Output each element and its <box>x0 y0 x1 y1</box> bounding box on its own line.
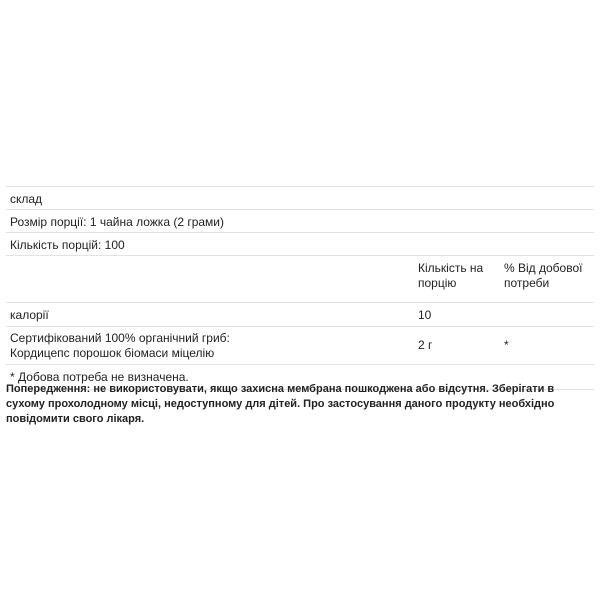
serving-size: Розмір порції: 1 чайна ложка (2 грами) <box>10 215 225 229</box>
servings-count-row <box>6 233 594 256</box>
section-title: склад <box>10 192 43 206</box>
serving-size-row <box>6 210 594 233</box>
servings-count: Кількість порцій: 100 <box>10 238 125 252</box>
ingredient-daily-value: * <box>504 338 509 352</box>
calories-label: калорії <box>10 308 49 322</box>
calories-amount: 10 <box>418 308 432 322</box>
section-title-row <box>6 187 594 210</box>
footnote: * Добова потреба не визначена. <box>10 370 189 384</box>
header-amount-per-serving: Кількість на порцію <box>418 261 484 290</box>
table-row-ingredient <box>6 327 594 365</box>
table-header-row <box>6 256 594 303</box>
header-daily-value: % Від добової потреби <box>504 261 583 290</box>
ingredient-name-line1: Сертифікований 100% органічний гриб: <box>10 331 230 345</box>
ingredient-name <box>6 331 418 361</box>
supplement-facts-table <box>6 186 594 390</box>
ingredient-name-line2: Кордицепс порошок біомаси міцелію <box>10 346 215 360</box>
warning-text: Попередження: не використовувати, якщо захисна мембрана пошкоджена або відсутня. Зберігати в сухому прохолодному місці, недоступному для дітей. Про застосування даного продукту необхідно повідомити свого лікаря. <box>6 383 555 425</box>
ingredient-amount: 2 г <box>418 338 433 352</box>
table-row-calories <box>6 303 594 327</box>
